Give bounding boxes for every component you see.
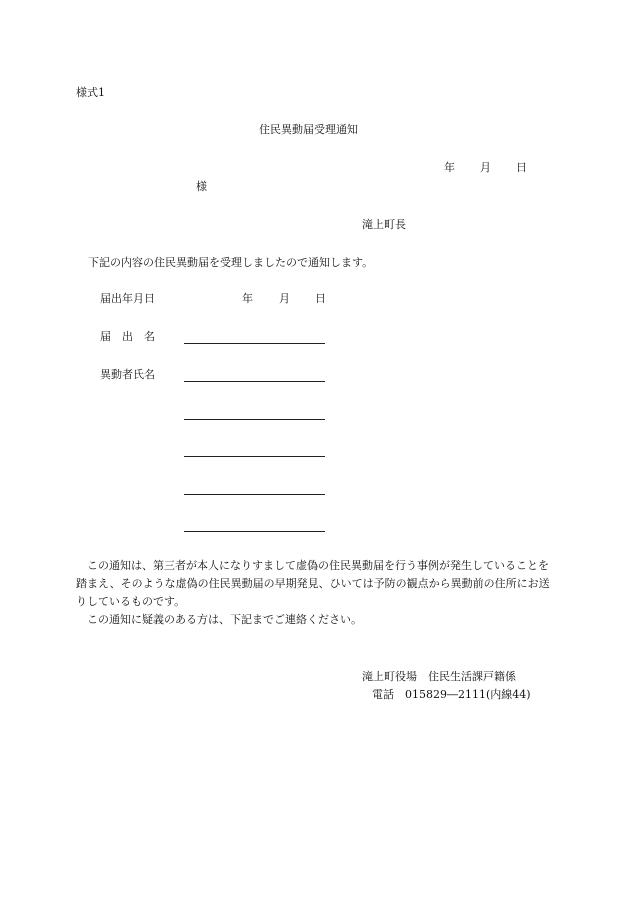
contact-office: 滝上町役場 住民生活課戸籍係 — [362, 670, 516, 683]
contact-phone: 電話 015829―2111(内線44) — [372, 688, 531, 701]
notice-body — [76, 557, 554, 629]
form-label: 様式1 — [76, 86, 105, 99]
addressee-suffix: 様 — [196, 180, 207, 193]
mover-name-line — [184, 531, 325, 532]
mover-names-label: 異動者氏名 — [100, 368, 155, 381]
notice-paragraph: この通知は、第三者が本人になりすまして虚偽の住民異動届を行う事例が発生していることを踏まえ、そのような虚偽の住民異動届の早期発見、ひいては予防の観点から異動前の住所にお送りしているものです。 — [76, 559, 550, 608]
date-month-label: 月 — [480, 161, 491, 174]
filing-date-year: 年 — [242, 292, 253, 305]
filer-name-line — [184, 343, 325, 344]
filing-date-day: 日 — [315, 292, 326, 305]
date-day-label: 日 — [516, 161, 527, 174]
intro-text: 下記の内容の住民異動届を受理しましたので通知します。 — [88, 256, 374, 269]
mover-name-line — [184, 381, 325, 382]
document-title: 住民異動届受理通知 — [259, 123, 358, 136]
date-year-label: 年 — [444, 161, 455, 174]
filing-date-month: 月 — [279, 292, 290, 305]
filer-name-label: 届 出 名 — [100, 330, 155, 343]
mover-name-line — [184, 419, 325, 420]
mover-name-line — [184, 494, 325, 495]
filing-date-label: 届出年月日 — [100, 292, 155, 305]
mover-name-line — [184, 456, 325, 457]
sender-name: 滝上町長 — [362, 218, 406, 231]
notice-paragraph: この通知に疑義のある方は、下記までご連絡ください。 — [87, 613, 362, 626]
